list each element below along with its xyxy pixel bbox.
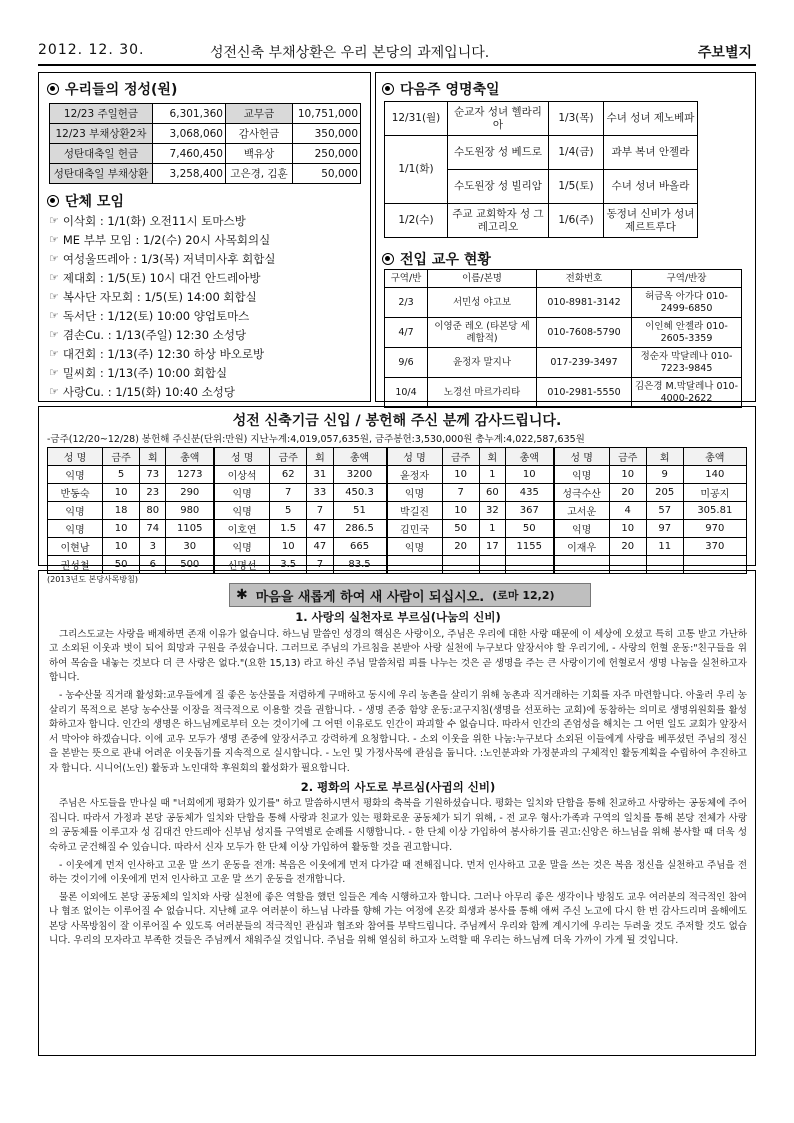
donor-cell: 3.5	[270, 556, 307, 574]
donor-cell: 10	[270, 538, 307, 556]
feasts-title: 다음주 영명축일	[400, 82, 500, 98]
offering-cell: 350,000	[293, 124, 361, 144]
section-heading-2: 2. 평화의 사도로 부르심(사귐의 신비)	[300, 779, 496, 794]
donor-cell: 140	[683, 466, 746, 484]
donor-cell: 47	[307, 520, 333, 538]
donor-cell: 74	[140, 520, 166, 538]
donor-cell: 50	[442, 520, 479, 538]
donor-cell: 익명	[214, 502, 270, 520]
donor-cell: 3200	[333, 466, 387, 484]
bullet-circle-icon	[382, 83, 394, 95]
donor-cell: 미공지	[683, 484, 746, 502]
offering-row	[50, 104, 361, 124]
donor-cell: 47	[307, 538, 333, 556]
donor-header: 총액	[166, 448, 214, 466]
offerings-title: 우리들의 정성(원)	[65, 82, 178, 98]
feast-saint: 수녀 성녀 바올라	[604, 170, 698, 204]
offering-cell: 12/23 부채상환2차	[50, 124, 153, 144]
donor-cell: 20	[609, 538, 646, 556]
donor-cell: 32	[479, 502, 505, 520]
meeting-item	[49, 249, 367, 268]
donor-cell: 10	[103, 520, 140, 538]
pointing-hand-icon: ☞	[49, 309, 59, 322]
teacher-cell: 김은경 M.막달레나 010-4000-2622	[632, 378, 742, 408]
bulletin-label: 주보별지	[697, 45, 752, 61]
donor-cell: 450.3	[333, 484, 387, 502]
bulletin-motto: 성전신축 부채상환은 우리 본당의 과제입니다.	[210, 45, 490, 61]
pointing-hand-icon: ☞	[49, 233, 59, 246]
offering-cell: 고은경, 김훈	[226, 164, 293, 184]
donor-cell: 7	[442, 484, 479, 502]
offering-cell: 6,301,360	[153, 104, 226, 124]
teacher-cell: 010-7608-5790	[537, 318, 632, 348]
donor-cell: 익명	[48, 520, 103, 538]
donor-cell: 익명	[554, 466, 610, 484]
feast-date: 1/6(주)	[549, 204, 604, 238]
teacher-cell: 4/7	[385, 318, 428, 348]
offering-cell: 10,751,000	[293, 104, 361, 124]
teacher-row	[385, 378, 742, 408]
teacher-row	[385, 348, 742, 378]
donor-cell: 이재우	[554, 538, 610, 556]
donor-cell: 97	[646, 520, 683, 538]
meeting-text: 복사단 자모회 : 1/5(토) 14:00 회합실	[62, 289, 257, 304]
donor-cell: 50	[103, 556, 140, 574]
donor-cell: 11	[646, 538, 683, 556]
donor-cell: 23	[140, 484, 166, 502]
donor-cell: 7	[307, 502, 333, 520]
donor-cell: 370	[683, 538, 746, 556]
donor-row	[48, 466, 747, 484]
donor-header: 금주	[103, 448, 140, 466]
donor-cell: 7	[307, 556, 333, 574]
donor-cell: 박길진	[387, 502, 443, 520]
bullet-circle-icon	[47, 195, 59, 207]
donors-title: 성전 신축기금 신입 / 봉헌해 주신 분께 감사드립니다.	[232, 413, 562, 429]
page-header	[38, 38, 756, 66]
meeting-item	[49, 211, 367, 230]
donor-cell: 윤정자	[387, 466, 443, 484]
donor-cell: 20	[609, 484, 646, 502]
teacher-row	[385, 318, 742, 348]
donor-cell: 5	[103, 466, 140, 484]
meetings-list	[49, 211, 367, 401]
donor-cell: 1	[479, 520, 505, 538]
pointing-hand-icon: ☞	[49, 328, 59, 341]
donor-cell: 83.5	[333, 556, 387, 574]
donor-cell: 20	[442, 538, 479, 556]
pointing-hand-icon: ☞	[49, 252, 59, 265]
offerings-heading	[47, 79, 177, 99]
left-panel	[38, 72, 371, 402]
teachers-header: 구역/반	[385, 270, 428, 288]
donor-cell: 신명선	[214, 556, 270, 574]
teacher-cell: 010-8981-3142	[537, 288, 632, 318]
donor-cell: 980	[166, 502, 214, 520]
meetings-heading	[47, 191, 124, 211]
donor-cell: 665	[333, 538, 387, 556]
offering-cell: 감사헌금	[226, 124, 293, 144]
donor-cell: 435	[505, 484, 553, 502]
meeting-text: 독서단 : 1/12(토) 10:00 양업토마스	[62, 308, 250, 323]
feast-date: 1/4(금)	[549, 136, 604, 170]
donor-cell: 1.5	[270, 520, 307, 538]
donor-cell: 500	[166, 556, 214, 574]
offering-cell: 12/23 주일헌금	[50, 104, 153, 124]
donor-cell: 367	[505, 502, 553, 520]
donor-cell: 10	[442, 466, 479, 484]
teacher-cell: 정순자 막달레나 010-7223-9845	[632, 348, 742, 378]
teacher-cell: 이영준 레오 (타본당 세례합적)	[428, 318, 537, 348]
meeting-text: 이삭회 : 1/1(화) 오전11시 토마스방	[62, 213, 246, 228]
donor-header: 성 명	[554, 448, 610, 466]
feast-date: 12/31(월)	[385, 102, 448, 136]
meeting-item	[49, 363, 367, 382]
donor-cell: 10	[442, 502, 479, 520]
donor-cell: 5	[270, 502, 307, 520]
bullet-circle-icon	[47, 83, 59, 95]
teacher-cell: 이인혜 안젤라 010-2605-3359	[632, 318, 742, 348]
donor-cell: 18	[103, 502, 140, 520]
feast-date: 1/1(화)	[385, 136, 448, 204]
offering-cell: 교무금	[226, 104, 293, 124]
meetings-title: 단체 모임	[65, 194, 124, 210]
teacher-cell: 10/4	[385, 378, 428, 408]
feast-saint: 수녀 성녀 제노베파	[604, 102, 698, 136]
donor-cell: 익명	[387, 538, 443, 556]
donor-cell: 권성철	[48, 556, 103, 574]
donor-cell: 1105	[166, 520, 214, 538]
feast-date: 1/2(수)	[385, 204, 448, 238]
pointing-hand-icon: ☞	[49, 290, 59, 303]
donor-cell: 익명	[554, 520, 610, 538]
donor-header: 성 명	[387, 448, 443, 466]
teacher-cell: 017-239-3497	[537, 348, 632, 378]
meeting-text: 사랑Cu. : 1/15(화) 10:40 소성당	[62, 384, 235, 399]
offering-cell: 성탄대축일 부채상환	[50, 164, 153, 184]
teacher-cell: 2/3	[385, 288, 428, 318]
donor-cell: 33	[307, 484, 333, 502]
pointing-hand-icon: ☞	[49, 214, 59, 227]
offering-cell: 50,000	[293, 164, 361, 184]
donor-cell: 286.5	[333, 520, 387, 538]
donor-cell: 익명	[214, 538, 270, 556]
article-banner	[229, 583, 591, 607]
teachers-header: 구역/반장	[632, 270, 742, 288]
donors-table	[47, 447, 747, 574]
donor-cell: 7	[270, 484, 307, 502]
offering-cell: 성탄대축일 헌금	[50, 144, 153, 164]
pointing-hand-icon: ☞	[49, 385, 59, 398]
feast-saint: 수도원장 성 빌리암	[448, 170, 549, 204]
donor-cell: 10	[505, 466, 553, 484]
asterisk-icon: ✱	[236, 587, 248, 603]
donor-cell: 60	[479, 484, 505, 502]
meeting-item	[49, 230, 367, 249]
donor-header: 회	[646, 448, 683, 466]
offering-cell: 백유상	[226, 144, 293, 164]
donor-header: 금주	[442, 448, 479, 466]
donor-cell: 10	[609, 520, 646, 538]
donor-cell: 김민국	[387, 520, 443, 538]
donor-cell: 반동숙	[48, 484, 103, 502]
donor-cell: 73	[140, 466, 166, 484]
pointing-hand-icon: ☞	[49, 347, 59, 360]
teachers-title: 전입 교우 현황	[400, 252, 491, 268]
donor-cell: 10	[609, 466, 646, 484]
donor-header: 회	[307, 448, 333, 466]
feast-saint: 과부 복녀 안젤라	[604, 136, 698, 170]
donors-summary: -금주(12/20~12/28) 봉헌해 주신분(단위:만원) 지난누계:4,019,057,635원, 금주봉헌:3,530,000원 총누계:4,022,587,635원	[47, 434, 585, 445]
donor-row	[48, 520, 747, 538]
offering-row	[50, 164, 361, 184]
donor-row	[48, 502, 747, 520]
donor-cell: 익명	[214, 484, 270, 502]
donor-cell: 1	[479, 466, 505, 484]
offering-cell: 7,460,450	[153, 144, 226, 164]
teacher-cell: 010-2981-5550	[537, 378, 632, 408]
bulletin-date: 2012. 12. 30.	[38, 42, 145, 58]
donor-header: 성 명	[214, 448, 270, 466]
donor-cell: 50	[505, 520, 553, 538]
teachers-table	[384, 269, 742, 408]
feast-saint: 주교 교회학자 성 그레고리오	[448, 204, 549, 238]
article-paragraph: 주님은 사도들을 만나실 때 "너희에게 평화가 있기를" 하고 말씀하시면서 평화의 축복을 기원하셨습니다. 평화는 일치와 단합을 통해 친교하고 사랑하는 공동체에 주어집니다. 따라서 가정과 본당 공동체가 일치와 단합을 통해 사랑과 친교가 있는 평화로운 공동체가 되기 위해, - 전 교우 형사:가족과 구역의 일치를 통해 본당 전체가 사랑의 공동체를 이루고자 성 김대건 안드레아 신부님 성지를 구역별로 순례를 시행합니다. - 한 단체 이상 가입하여 봉사하기를 권고:신앙은 하느님을 위해 봉사할 때 더욱 성숙하고 굳건해질 수 있습니다. 따라서 신자 모두가 한 단체 이상 가입하여 활동할 것을 권고합니다.	[49, 798, 747, 853]
pointing-hand-icon: ☞	[49, 271, 59, 284]
offering-row	[50, 124, 361, 144]
meeting-text: 대건회 : 1/13(주) 12:30 하상 바오로방	[62, 346, 265, 361]
teacher-cell: 허금옥 아가다 010-2499-6850	[632, 288, 742, 318]
offerings-table	[49, 103, 361, 184]
feast-date: 1/5(토)	[549, 170, 604, 204]
meeting-item	[49, 268, 367, 287]
meeting-item	[49, 344, 367, 363]
donor-cell: 80	[140, 502, 166, 520]
donor-cell: 익명	[48, 502, 103, 520]
teacher-cell: 윤정자 말지나	[428, 348, 537, 378]
donor-cell: 익명	[387, 484, 443, 502]
meeting-text: 밀씨회 : 1/13(주) 10:00 회합실	[62, 365, 228, 380]
donor-cell: 305.81	[683, 502, 746, 520]
donor-cell: 51	[333, 502, 387, 520]
donor-header: 총액	[333, 448, 387, 466]
meeting-item	[49, 306, 367, 325]
article-panel	[38, 570, 756, 1056]
feasts-heading	[382, 79, 500, 99]
teachers-header: 이름/본명	[428, 270, 537, 288]
right-panel	[375, 72, 756, 402]
article-title: 마음을 새롭게 하여 새 사람이 되십시오.	[255, 589, 485, 605]
donor-cell: 이상석	[214, 466, 270, 484]
donor-cell: 9	[646, 466, 683, 484]
donor-cell: 57	[646, 502, 683, 520]
offering-cell: 3,068,060	[153, 124, 226, 144]
donor-header: 회	[140, 448, 166, 466]
donor-header: 회	[479, 448, 505, 466]
donor-cell: 62	[270, 466, 307, 484]
donor-cell: 이호연	[214, 520, 270, 538]
donor-cell: 6	[140, 556, 166, 574]
donor-cell: 3	[140, 538, 166, 556]
meeting-item	[49, 325, 367, 344]
donor-header: 총액	[505, 448, 553, 466]
article-paragraph: - 이웃에게 먼저 인사하고 고운 말 쓰기 운동을 전개: 복음은 이웃에게 먼저 다가갈 때 전해집니다. 먼저 인사하고 고운 말을 쓰는 것은 복음 정신을 실천하고 주님을 전하는 것이기에 이웃에게 먼저 인사하고 고운 말 쓰기 운동을 전개합니다.	[49, 859, 747, 886]
article-paragraph: 물론 이외에도 본당 공동체의 일치와 사랑 실천에 좋은 역할을 했던 일들은 계속 시행하고자 합니다. 그러나 아무리 좋은 생각이나 방침도 교우 여러분의 적극적인 참여나 협조 없이는 이루어질 수 없습니다. 지난해 교우 여러분이 하느님 나라를 향해 가는 여정에 온갖 희생과 봉사를 통해 애써 주신 노고에 다시 한 번 감사드리며 올해에도 본당 사목방침이 잘 이루어질 수 있도록 여러분들의 적극적인 관심과 협조와 참여를 부탁드립니다. 주님께서 우리와 함께 계시기에 우리는 두려울 것도 주저할 것도 없습니다. 우리의 모자라고 부족한 것들은 주님께서 채워주실 것입니다. 주님을 위해 열심히 하고자 노력할 때 우리는 하느님께 더욱 가까이 가게 될 것입니다.	[49, 891, 747, 947]
offering-cell: 3,258,400	[153, 164, 226, 184]
feast-saint: 수도원장 성 베드로	[448, 136, 549, 170]
donor-header: 금주	[270, 448, 307, 466]
donor-cell: 970	[683, 520, 746, 538]
donor-header: 성 명	[48, 448, 103, 466]
teacher-cell: 9/6	[385, 348, 428, 378]
meeting-text: ME 부부 모임 : 1/2(수) 20시 사목회의실	[62, 232, 271, 247]
donor-row	[48, 538, 747, 556]
pointing-hand-icon: ☞	[49, 366, 59, 379]
article-body	[49, 607, 747, 952]
teachers-header: 전화번호	[537, 270, 632, 288]
offering-cell: 250,000	[293, 144, 361, 164]
section-heading-1: 1. 사랑의 실천자로 부르심(나눔의 신비)	[295, 610, 501, 624]
donor-cell: 290	[166, 484, 214, 502]
donor-cell: 이현남	[48, 538, 103, 556]
donor-cell: 31	[307, 466, 333, 484]
meeting-item	[49, 382, 367, 401]
donor-header: 금주	[609, 448, 646, 466]
donor-cell: 205	[646, 484, 683, 502]
offering-row	[50, 144, 361, 164]
article-ref: (로마 12,2)	[492, 589, 555, 602]
meeting-text: 겸손Cu. : 1/13(주일) 12:30 소성당	[62, 327, 247, 342]
donor-cell: 10	[103, 484, 140, 502]
donor-cell: 1155	[505, 538, 553, 556]
donor-cell: 10	[103, 538, 140, 556]
feasts-table	[384, 101, 698, 238]
bullet-circle-icon	[382, 253, 394, 265]
donors-panel	[38, 406, 756, 572]
donor-cell: 성극수산	[554, 484, 610, 502]
donor-cell: 1273	[166, 466, 214, 484]
donor-cell: 17	[479, 538, 505, 556]
teacher-cell: 서민성 야고보	[428, 288, 537, 318]
article-paragraph: - 농수산물 직거래 활성화:교우들에게 질 좋은 농산물을 저렴하게 구매하고 동시에 우리 농촌을 살리기 위해 농촌과 직거래하는 기회를 자주 마련합니다. 아울러 우리 농 살리기 목적으로 본당 농수산물 이장을 적극적으로 이용할 것을 권합니다. - 생명 존중 함양 운동:교구지침(생명을 선포하는 교회)에 동참하는 의미로 생명위원회를 활성화하고자 합니다. 인간의 생명은 하느님께로부터 오는 것이기에 그 어떤 이유로도 인간이 파괴할 수 없습니다. 따라서 인간의 존엄성을 해치는 그 어떤 일도 교회가 앞장서서 막아야 하겠습니다. 이에 교우 모두가 생명 존중에 앞장서주고 강력하게 요청합니다. - 소외 이웃을 위한 나눔:누구보다 소외된 이들에게 사랑을 베푸셨던 주님의 정신을 본받는 뜻으로 관내 어려운 이웃돕기를 지속적으로 실시합니다. - 노인 및 가정사목에 관심을 둡니다. :노인분과와 가정분과의 구체적인 활동계획을 수립하여 추진하고자 합니다. 시니어(노인) 활동과 노인대학 후원회의 활성화가 필요합니다.	[49, 689, 747, 774]
teachers-heading	[382, 249, 491, 269]
feast-saint: 순교자 성녀 헬라리아	[448, 102, 549, 136]
donor-header: 총액	[683, 448, 746, 466]
meeting-item	[49, 287, 367, 306]
donor-cell: 30	[166, 538, 214, 556]
article-paragraph: 그리스도교는 사랑을 배제하면 존재 이유가 없습니다. 하느님 말씀인 성경의 핵심은 사랑이오, 주님은 우리에 대한 사랑 때문에 이 세상에 오셨고 특히 고통 받고 가난하고 소외된 이웃과 벗이 되어 희망과 구원을 주셨습니다. 그러므로 주님의 가르침을 본받아 사랑 실천에 누구보다 앞장서야 할 우리기에, - 사랑의 헌혈 운동:"친구들을 위하여 목숨을 내놓는 것보다 더 큰 사랑은 없다."(요한 15,13) 라고 하신 주님 말씀처럼 피를 나누는 것은 곧 생명을 주는 큰 사랑이기에 헌혈로서 생명 나눔을 실천하고자 합니다.	[49, 628, 747, 684]
donor-cell: 4	[609, 502, 646, 520]
meeting-text: 여성울뜨레아 : 1/3(목) 저녁미사후 회합실	[62, 251, 276, 266]
teacher-cell: 노경선 마르가리타	[428, 378, 537, 408]
article-tag: (2013년도 본당사목방침)	[47, 575, 138, 584]
feast-date: 1/3(목)	[549, 102, 604, 136]
donor-row	[48, 484, 747, 502]
meeting-text: 제대회 : 1/5(토) 10시 대건 안드레아방	[62, 270, 261, 285]
feast-saint: 동정녀 신비가 성녀 제르트루다	[604, 204, 698, 238]
donor-cell: 익명	[48, 466, 103, 484]
teacher-row	[385, 288, 742, 318]
donor-cell: 고서운	[554, 502, 610, 520]
